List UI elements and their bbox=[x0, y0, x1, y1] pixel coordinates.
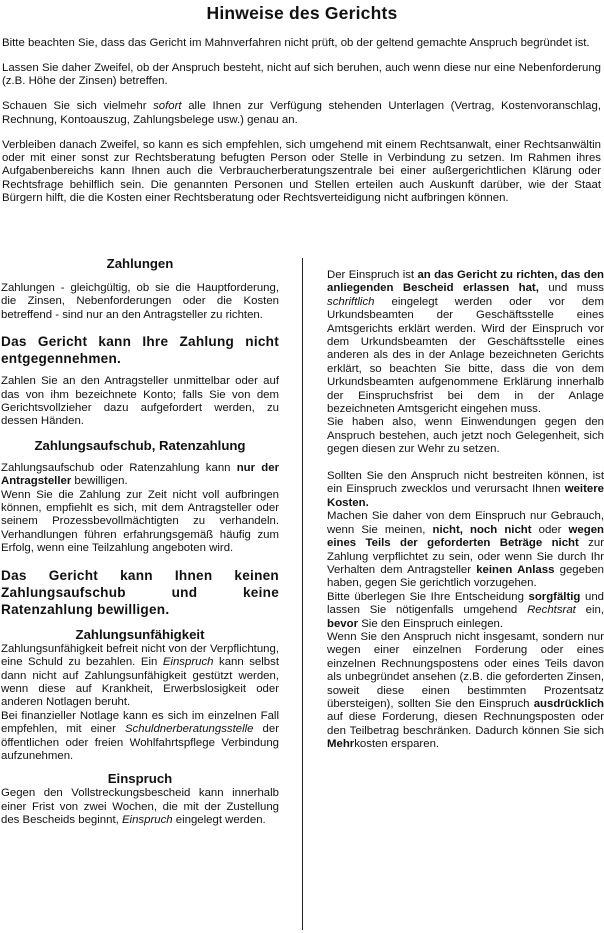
column-divider bbox=[302, 258, 303, 930]
paragraph-einspruch: Gegen den Vollstreckungsbescheid kann innerhalb einer Frist von zwei Wochen, die mit der Zustellung des Bescheids beginnt, Einspruch eingelegt werden. bbox=[1, 787, 279, 827]
intro-paragraph-2: Lassen Sie daher Zweifel, ob der Anspruch besteht, nicht auf sich beruhen, auch wenn diese nur eine Nebenforderung (z.B. Höhe der Zinsen) betreffen. bbox=[2, 61, 601, 88]
intro-paragraph-1: Bitte beachten Sie, dass das Gericht im Mahnverfahren nicht prüft, ob der geltend gemachte Anspruch begründet ist. bbox=[2, 37, 590, 49]
paragraph-einwendungen: Sie haben also, wenn Einwendungen gegen den Anspruch bestehen, auch jetzt noch Gelegenheit, sich gegen diesen zur Wehr zu setzen. bbox=[327, 416, 604, 456]
heading-zahlungsaufschub: Zahlungsaufschub, Ratenzahlung bbox=[34, 437, 246, 453]
paragraph-ueberlegen: Bitte überlegen Sie Ihre Entscheidung sorgfältig und lassen Sie nötigenfalls umgehend Rechtsrat ein, bevor Sie den Einspruch einlegen. bbox=[327, 590, 604, 630]
heading-kein-aufschub: Das Gericht kann Ihnen keinen Zahlungsaufschub und keine Ratenzahlung bewilligen. bbox=[1, 567, 279, 617]
paragraph-unfaehigkeit-2: Bei finanzieller Notlage kann es sich im einzelnen Fall empfehlen, mit einer Schuldnerberatungsstelle der öffentlichen oder freien Wohlfahrtspflege Verbindung aufzunehmen. bbox=[1, 709, 279, 762]
paragraph-aufschub-1: Zahlungsaufschub oder Ratenzahlung kann nur der Antragsteller bewilligen. bbox=[1, 461, 279, 488]
heading-einspruch: Einspruch bbox=[107, 771, 173, 787]
paragraph-aufschub-2: Wenn Sie die Zahlung zur Zeit nicht voll aufbringen können, empfiehlt es sich, mit dem Antragsteller oder seinem Prozessbevollmächtigten zu verhandeln. Verhandlungen führen erfahrungsgemäß häufig zum Erfolg, wenn eine Teilzahlung angeboten wird. bbox=[1, 488, 279, 555]
heading-gericht-keine-zahlung: Das Gericht kann Ihre Zahlung nicht entgegennehmen. bbox=[1, 334, 279, 367]
paragraph-unfaehigkeit-1: Zahlungsunfähigkeit befreit nicht von der Verpflichtung, eine Schuld zu bezahlen. Ein Einspruch kann selbst dann nicht auf Zahlungsunfähigkeit gestützt werden, wenn diese auf Krankheit, Erwerbslosigkeit oder anderen Notlagen beruht. bbox=[1, 642, 279, 709]
paragraph-gebrauch: Machen Sie daher von dem Einspruch nur Gebrauch, wenn Sie meinen, nicht, noch nicht oder wegen eines Teils der geforderten Beträge nicht zur Zahlung verpflichtet zu sein, oder wenn Sie durch Ihr Verhalten dem Antragsteller keinen Anlass gegeben haben, gegen Sie gerichtlich vorzugehen. bbox=[327, 510, 604, 590]
intro-paragraph-4: Verbleiben danach Zweifel, so kann es sich empfehlen, sich umgehend mit einem Rechtsanwalt, einer Rechtsanwältin oder mit einer sonst zur Rechtsberatung befugten Person oder Stelle in Verbindung zu setzen. Im Rahmen ihres Aufgabenbereichs kann Ihnen auch die Verbraucherberatungszentrale bei einer außergerichtlichen Klärung oder Rechtsfrage behilflich sein. Die genannten Personen und Stellen erteilen auch Auskunft darüber, wie der Staat Bürgern hilft, die die Kosten einer Rechtsberatung oder Rechtsverteidigung nicht aufbringen können. bbox=[2, 138, 601, 205]
intro-section bbox=[2, 37, 601, 217]
paragraph-weitere-kosten: Sollten Sie den Anspruch nicht bestreiten können, ist ein Einspruch zwecklos und verursacht Ihnen weitere Kosten. bbox=[327, 470, 604, 509]
heading-zahlungsunfaehigkeit: Zahlungsunfähigkeit bbox=[75, 626, 205, 642]
left-column bbox=[1, 256, 279, 828]
paragraph-gap bbox=[327, 457, 604, 470]
heading-zahlungen: Zahlungen bbox=[106, 256, 174, 271]
intro-paragraph-3: Schauen Sie sich vielmehr sofort alle Ihnen zur Verfügung stehenden Unterlagen (Vertrag, Kostenvoranschlag, Rechnung, Kontoauszug, Zahlungsbelege usw.) genau an. bbox=[2, 100, 601, 126]
paragraph-zahlungsempfaenger: Zahlen Sie an den Antragsteller unmittelbar oder auf das von ihm bezeichnete Konto; falls Sie von dem Gerichtsvollzieher dazu aufgefordert werden, zu dessen Händen. bbox=[1, 375, 279, 428]
right-column bbox=[327, 269, 604, 752]
page-title: Hinweise des Gerichts bbox=[206, 3, 398, 23]
paragraph-zahlungen: Zahlungen - gleichgültig, ob sie die Hauptforderung, die Zinsen, Nebenforderungen oder die Kosten betreffend - sind nur an den Antragsteller zu richten. bbox=[1, 282, 279, 321]
paragraph-teilweise: Wenn Sie den Anspruch nicht insgesamt, sondern nur wegen einer einzelnen Forderung oder eines einzelnen Rechnungspostens oder eines Teils davon als unbegründet ansehen (z.B. die geforderten Zinsen, soweit diese einen bestimmten Prozentsatz übersteigen), sollten Sie den Einspruch ausdrücklich auf diese Forderung, diesen Rechnungsposten oder den Teilbetrag beschränken. Dadurch können Sie sich Mehrkosten ersparen. bbox=[327, 630, 604, 751]
paragraph-einspruch-gericht: Der Einspruch ist an das Gericht zu richten, das den anliegenden Bescheid erlassen hat, und muss schriftlich eingelegt werden oder vor dem Urkundsbeamten der Geschäftsstelle eines Amtsgerichts erklärt werden. Wird der Einspruch vor dem Urkundsbeamten der Geschäftsstelle eines anderen als des in der Anlage bezeichneten Gerichts erklärt, so beachten Sie bitte, dass die von dem Urkundsbeamten aufgenommene Erklärung innerhalb der Einspruchsfrist bei dem in der Anlage bezeichneten Amtsgericht eingehen muss. bbox=[327, 269, 604, 416]
